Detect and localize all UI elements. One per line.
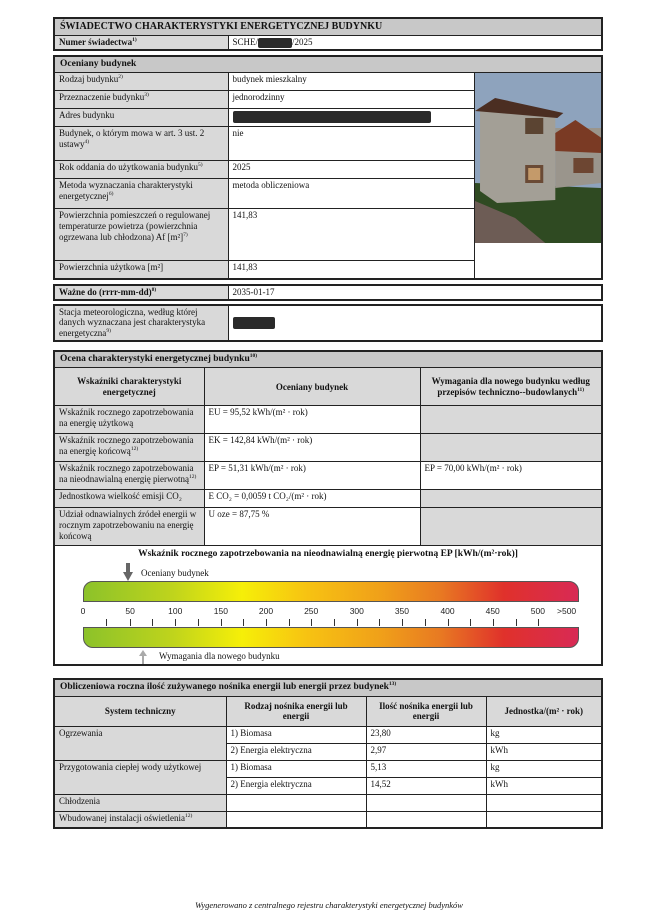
tick-mark [266,619,267,626]
table-row [54,794,602,811]
weather-station-value [228,305,602,341]
redacted-block [258,38,292,48]
row-label: Powierzchnia pomieszczeń o regulowanej temperaturze powietrza (powierzchnia ogrzewana lub chłodzona) Af $[m^2]^{7)}$ [54,209,228,261]
tick-mark [448,619,449,626]
scale-ticks [80,606,579,626]
assessment-table [53,350,603,546]
tick-label: 300 [349,606,364,617]
indicator-requirement [420,406,602,434]
row-label: Przeznaczenie budynku$^{3)}$ [54,91,228,109]
system-cell: Wbudowanej instalacji oświetlenia$^{12)}$ [54,811,226,828]
tick-mark [289,619,290,626]
tick-mark [402,619,403,626]
tick-mark [152,619,153,626]
row-value: nie [228,127,474,161]
indicator-label: Wskaźnik rocznego zapotrzebowania na nieodnawialną energię pierwotną$^{12)}$ [54,462,204,490]
amount-cell [366,811,486,828]
certificate-number-value: SCHE/ /2025 [228,36,602,50]
indicator-label: Udział odnawialnych źródeł energii w rocznym zapotrzebowaniu na energię końcową [54,508,204,546]
tick-label: 450 [485,606,500,617]
indicator-label: Jednostkowa wielkość emisji CO₂ [54,490,204,508]
building-section-title: Oceniany budynek [54,56,602,73]
system-cell: Przygotowania ciepłej wody użytkowej [54,760,226,794]
carrier-cell [226,811,366,828]
tick-label: 150 [213,606,228,617]
col-indicators-header: Wskaźniki charakterystyki energetycznej [54,368,204,406]
tick-label: >500 [557,606,577,617]
row-value: jednorodzinny [228,91,474,109]
table-row [54,760,602,777]
tick-label: 200 [258,606,274,617]
unit-cell [486,811,602,828]
unit-cell: kWh [486,777,602,794]
indicator-value: EU = 95,52 kWh/(m² · rok) [204,406,420,434]
indicator-requirement [420,490,602,508]
carrier-cell: 1) Biomasa [226,726,366,743]
col-requirements-header: Wymagania dla nowego budynku według przepisów techniczno--budowlanych$^{11)}$ [420,368,602,406]
requirement-marker-label: Wymagania dla nowego budynku [159,651,280,662]
tick-label: 400 [440,606,455,617]
indicator-requirement [420,434,602,462]
scale-title: Wskaźnik rocznego zapotrzebowania na nieodnawialną energię pierwotną EP [kWh/(m²·rok)] [138,549,518,560]
row-label: Adres budynku [54,109,228,127]
indicator-value: U oze = 87,75 % [204,508,420,546]
carrier-cell: 2) Energia elektryczna [226,743,366,760]
valid-until-value: 2035-01-17 [228,285,602,300]
col-unit-header: Jednostka/(m² · rok) [486,696,602,726]
weather-station-label: Stacja meteorologiczna, według której danych wyznaczana jest charakterystyka energetyczna$^{9)}$ [54,305,228,341]
carrier-cell: 2) Energia elektryczna [226,777,366,794]
unit-cell: kWh [486,743,602,760]
scale-bar-bottom [83,627,579,648]
building-marker-arrow-icon [123,563,133,581]
tick-mark [175,619,176,626]
tick-label: 100 [168,606,183,617]
tick-mark [379,619,380,626]
row-label: Rodzaj budynku$^{2)}$ [54,73,228,91]
tick-mark [198,619,199,626]
building-table [53,55,603,280]
tick-mark [538,619,539,626]
system-cell: Chłodzenia [54,794,226,811]
carrier-cell: 1) Biomasa [226,760,366,777]
unit-cell [486,794,602,811]
amount-cell [366,794,486,811]
indicator-value: EP = 51,31 kWh/(m² · rok) [204,462,420,490]
certificate-page [53,17,603,829]
weather-station-table [53,304,603,342]
tick-mark [221,619,222,626]
row-value: metoda obliczeniowa [228,179,474,209]
amount-cell: 5,13 [366,760,486,777]
tick-mark [357,619,358,626]
tick-mark [311,619,312,626]
indicator-value: EK = 142,84 kWh/(m² · rok) [204,434,420,462]
title-table [53,17,603,51]
tick-label: 50 [125,606,135,617]
certificate-number-label: Numer świadectwa$^{1)}$ [54,36,228,50]
col-amount-header: Ilość nośnika energii lub energii [366,696,486,726]
indicator-requirement: EP = 70,00 kWh/(m² · rok) [420,462,602,490]
tick-label: 350 [394,606,410,617]
col-building-header: Oceniany budynek [204,368,420,406]
table-row [54,811,602,828]
col-system-header: System techniczny [54,696,226,726]
row-label: Budynek, o którym mowa w art. 3 ust. 2 ustawy$^{4)}$ [54,127,228,161]
row-value: 2025 [228,161,474,179]
col-carrier-header: Rodzaj nośnika energii lub energii [226,696,366,726]
carrier-cell [226,794,366,811]
tick-mark [106,619,107,626]
table-row [54,726,602,743]
scale-bar-top [83,581,579,602]
ep-scale [53,546,603,666]
system-cell: Ogrzewania [54,726,226,760]
tick-mark [130,619,131,626]
tick-mark [516,619,517,626]
tick-mark [243,619,244,626]
assessment-section-title: Ocena charakterystyki energetycznej budynku$^{10)}$ [54,351,602,368]
row-label: Metoda wyznaczania charakterystyki energetycznej$^{6)}$ [54,179,228,209]
indicator-label: Wskaźnik rocznego zapotrzebowania na energię użytkową [54,406,204,434]
building-marker-label: Oceniany budynek [141,568,209,579]
amount-cell: 23,80 [366,726,486,743]
unit-cell: kg [486,760,602,777]
tick-mark [425,619,426,626]
row-value: budynek mieszkalny [228,73,474,91]
indicator-value: E CO₂ = 0,0059 t CO₂/(m² · rok) [204,490,420,508]
valid-until-table [53,284,603,301]
row-value: 141,83 [228,209,474,261]
document-title: ŚWIADECTWO CHARAKTERYSTYKI ENERGETYCZNEJ BUDYNKU [54,18,602,36]
indicator-label: Wskaźnik rocznego zapotrzebowania na energię końcową$^{12)}$ [54,434,204,462]
indicator-requirement [420,508,602,546]
redacted-station [233,317,275,329]
redacted-address [233,111,431,123]
row-label: Powierzchnia użytkowa [m²] [54,261,228,279]
consumption-table [53,678,603,829]
requirement-marker-arrow-icon [139,650,147,664]
row-value: 141,83 [228,261,474,279]
footer-note: Wygenerowano z centralnego rejestru charakterystyki energetycznej budynków [195,900,463,910]
building-photo-image [475,73,602,243]
tick-mark [470,619,471,626]
tick-mark [334,619,335,626]
unit-cell: kg [486,726,602,743]
tick-mark [493,619,494,626]
row-label: Rok oddania do użytkowania budynku$^{5)}$ [54,161,228,179]
consumption-section-title: Obliczeniowa roczna ilość zużywanego nośnika energii lub energii przez budynek$^{13)}$ [54,679,602,696]
building-photo [474,73,602,279]
address-value [228,109,474,127]
valid-until-label: Ważne do (rrrr-mm-dd)$^{8)}$ [54,285,228,300]
tick-label: 500 [530,606,545,617]
tick-label: 0 [80,606,86,617]
tick-label: 250 [304,606,319,617]
amount-cell: 2,97 [366,743,486,760]
amount-cell: 14,52 [366,777,486,794]
